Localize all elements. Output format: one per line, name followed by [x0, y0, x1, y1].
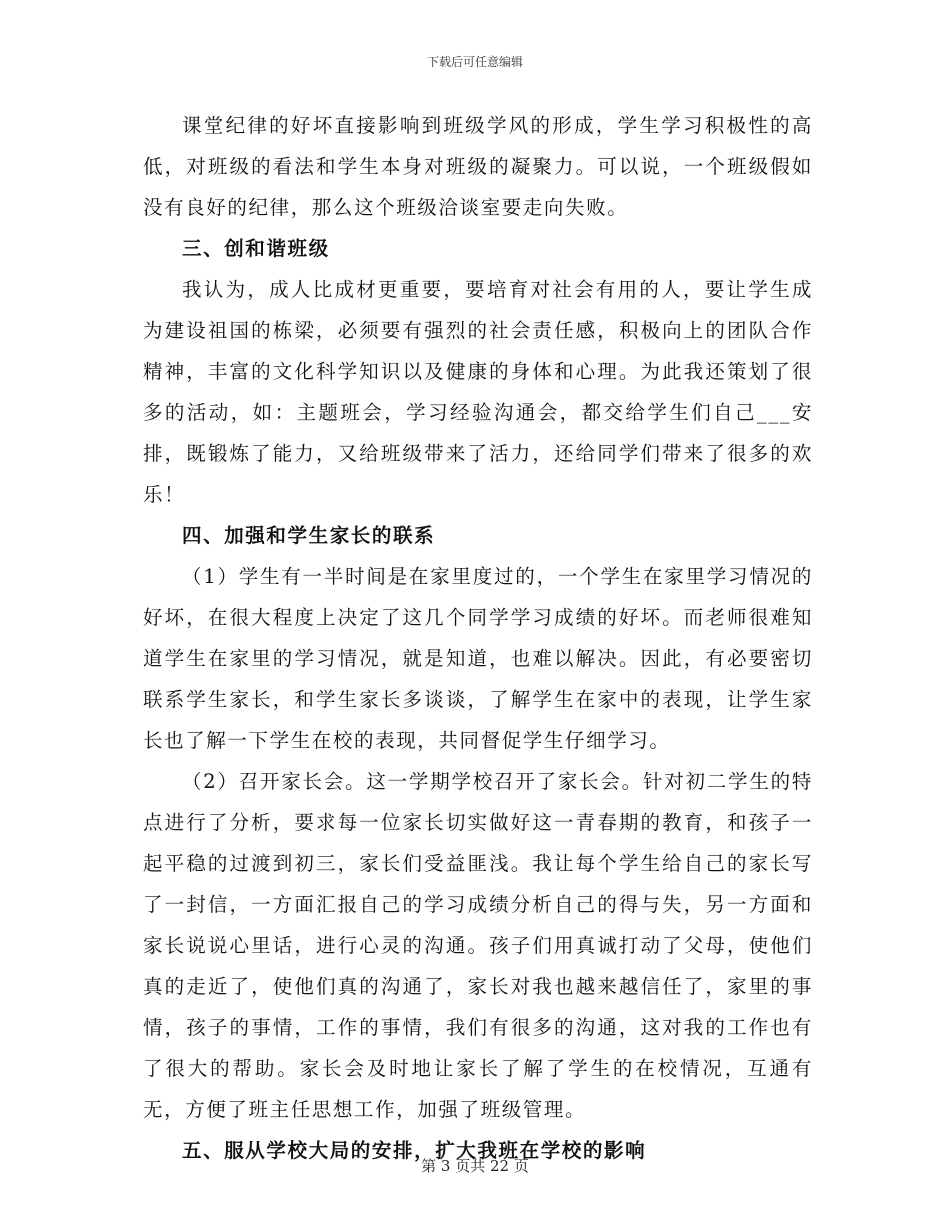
- paragraph-parent-contact-2: （2）召开家长会。这一学期学校召开了家长会。针对初二学生的特点进行了分析，要求每一位家长切实做好这一青春期的教育，和孩子一起平稳的过渡到初三，家长们受益匪浅。我让每个学生给自己的家长写了一封信，一方面汇报自己的学习成绩分析自己的得与失，另一方面和家长说说心里话，进行心灵的沟通。孩子们用真诚打动了父母，使他们真的走近了，使他们真的沟通了，家长对我也越来越信任了，家里的事情，孩子的事情，工作的事情，我们有很多的沟通，这对我的工作也有了很大的帮助。家长会及时地让家长了解了学生的在校情况，互通有无，方便了班主任思想工作，加强了班级管理。: [143, 770, 813, 1121]
- section-heading-harmonious-class: 三、创和谐班级: [182, 237, 330, 260]
- paragraph-harmonious-class: 我认为，成人比成材更重要，要培育对社会有用的人，要让学生成为建设祖国的栋梁，必须要有强烈的社会责任感，积极向上的团队合作精神，丰富的文化科学知识以及健康的身体和心理。为此我还策划了很多的活动，如：主题班会，学习经验沟通会，都交给学生们自己___安排，既锻炼了能力，又给班级带来了活力，还给同学们带来了很多的欢乐！: [143, 278, 813, 506]
- paragraph-discipline: 课堂纪律的好坏直接影响到班级学风的形成，学生学习积极性的高低，对班级的看法和学生本身对班级的凝聚力。可以说，一个班级假如没有良好的纪律，那么这个班级洽谈室要走向失败。: [143, 114, 813, 219]
- paragraph-parent-contact-1: （1）学生有一半时间是在家里度过的，一个学生在家里学习情况的好坏，在很大程度上决定了这几个同学学习成绩的好坏。而老师很难知道学生在家里的学习情况，就是知道，也难以解决。因此，有必要密切联系学生家长，和学生家长多谈谈，了解学生在家中的表现，让学生家长也了解一下学生在校的表现，共同督促学生仔细学习。: [143, 565, 813, 752]
- section-heading-parent-contact: 四、加强和学生家长的联系: [182, 524, 436, 547]
- section-heading-school-arrangement: 五、服从学校大局的安排，扩大我班在学校的影响: [182, 1139, 647, 1162]
- document-body: [143, 105, 813, 1171]
- page-header: 下载后可任意编辑: [426, 55, 523, 69]
- page-footer: 第 3 页共 22 页: [421, 1157, 529, 1175]
